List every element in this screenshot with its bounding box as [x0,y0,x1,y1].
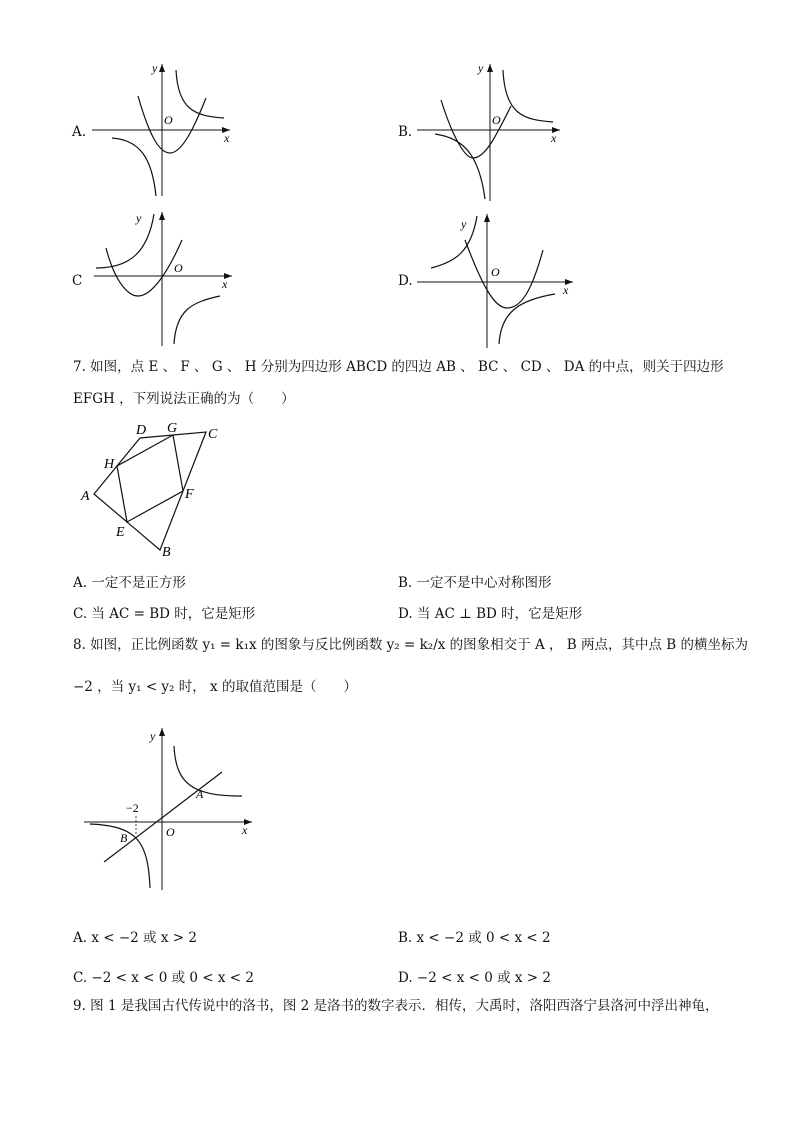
q7-label-g: G [167,421,178,436]
q6-option-c-label[interactable]: C [72,273,83,289]
q6-c-x-label: x [222,277,228,291]
q9-question-line1: 9. 图 1 是我国古代传说中的洛书，图 2 是洛书的数字表示．相传，大禹时，洛阳西洛宁县洛河中浮出神龟， [73,998,719,1014]
q6-graph-d [415,208,575,350]
q8-option-b[interactable]: B. x < −2 或 0 < x < 2 [398,930,551,946]
q6-graph-a [90,58,240,198]
q6-b-origin-label: O [492,113,501,127]
q7-option-d[interactable]: D. 当 AC ⊥ BD 时，它是矩形 [398,606,583,622]
q8-tick-minus-2: −2 [126,801,139,815]
q7-question-line1: 7. 如图，点 E 、 F 、 G 、 H 分别为四边形 ABCD 的四边 AB 、 BC 、 CD 、 DA 的中点，则关于四边形 [73,359,724,375]
q7-question-line2: EFGH ，下列说法正确的为（ ） [73,391,295,407]
q8-question-line1: 8. 如图，正比例函数 y₁ = k₁x 的图象与反比例函数 y₂ = k₂/x 的图象相交于 A ， B 两点，其中点 B 的横坐标为 [73,637,748,653]
q6-b-x-label: x [551,131,557,145]
q8-point-a-label: A [196,787,204,801]
q6-c-origin-label: O [174,261,183,275]
q6-option-a-label[interactable]: A. [72,124,87,140]
q7-label-d: D [136,423,147,438]
q7-quadrilateral-figure [78,416,228,561]
q7-label-a: A [81,489,90,504]
q8-option-d[interactable]: D. −2 < x < 0 或 x > 2 [398,970,551,986]
q6-graph-b [415,58,565,203]
q6-c-y-label: y [136,211,142,225]
q8-graph [82,724,257,894]
q6-option-d-label[interactable]: D. [398,273,413,289]
q6-option-b-label[interactable]: B. [398,124,413,140]
q6-d-y-label: y [461,217,467,231]
q8-point-b-label: B [120,831,128,845]
q7-label-f: F [185,487,194,502]
q8-x-label: x [242,823,248,837]
q6-graph-c [92,206,237,348]
q7-label-h: H [104,457,115,472]
q7-label-c: C [208,427,218,442]
q6-a-y-label: y [152,61,158,75]
q8-question-line2: −2 ，当 y₁ < y₂ 时， x 的取值范围是（ ） [73,679,357,695]
q8-origin-label: O [166,825,175,839]
q6-a-x-label: x [224,131,230,145]
q7-label-b: B [162,545,171,560]
q6-d-origin-label: O [491,265,500,279]
q6-a-origin-label: O [164,113,173,127]
q6-d-x-label: x [563,283,569,297]
q7-label-e: E [116,525,125,540]
q8-option-c[interactable]: C. −2 < x < 0 或 0 < x < 2 [73,970,254,986]
q7-option-c[interactable]: C. 当 AC = BD 时，它是矩形 [73,606,256,622]
q8-option-a[interactable]: A. x < −2 或 x > 2 [73,930,197,946]
q8-y-label: y [150,729,156,743]
q7-option-a[interactable]: A. 一定不是正方形 [73,575,186,591]
q6-b-y-label: y [478,61,484,75]
q7-option-b[interactable]: B. 一定不是中心对称图形 [398,575,552,591]
